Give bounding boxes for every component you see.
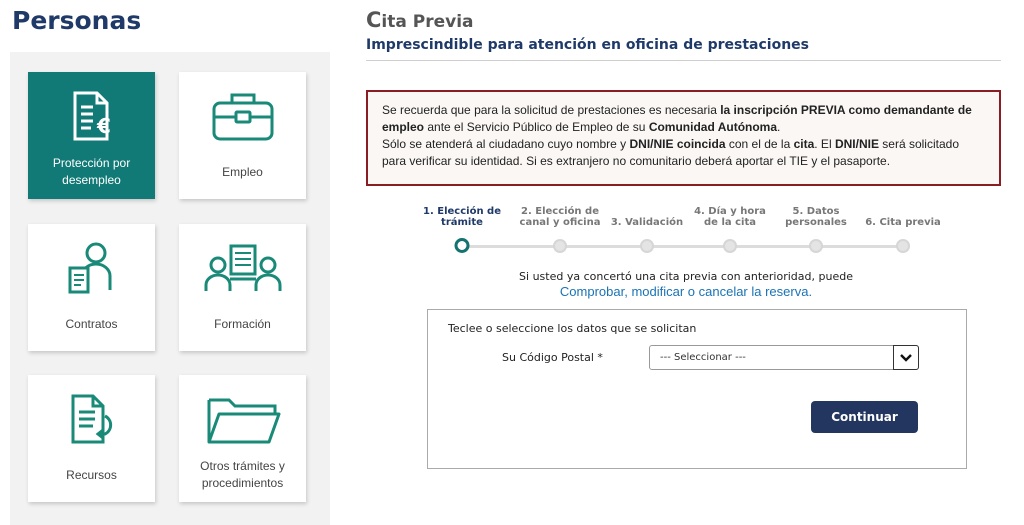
page-title: Cita Previa	[366, 8, 474, 32]
progress-stepper	[423, 206, 941, 256]
tile-recursos[interactable]	[28, 375, 155, 502]
divider	[366, 60, 1001, 61]
continue-button[interactable]: Continuar	[811, 401, 918, 433]
tile-proteccion-desempleo[interactable]	[28, 72, 155, 199]
tile-contratos[interactable]	[28, 224, 155, 351]
request-form	[427, 309, 967, 469]
step-2-label: 2. Elección de canal y oficina	[519, 206, 601, 228]
step-5-dot	[809, 239, 823, 253]
tile-formacion[interactable]	[179, 224, 306, 351]
step-6-label: 6. Cita previa	[865, 217, 941, 228]
step-4-dot	[723, 239, 737, 253]
postal-code-value: --- Seleccionar ---	[660, 352, 746, 363]
tile-otros-tramites[interactable]	[179, 375, 306, 502]
tile-label: Protección por desempleo	[52, 156, 131, 187]
step-2-dot	[553, 239, 567, 253]
stepper-track	[462, 245, 905, 248]
training-people-board-icon	[203, 238, 283, 298]
step-1-dot	[455, 238, 470, 253]
tile-empleo[interactable]	[179, 72, 306, 199]
briefcase-icon	[210, 86, 276, 146]
step-4-label: 4. Día y hora de la cita	[694, 206, 766, 228]
services-panel	[10, 52, 330, 525]
contract-person-icon	[62, 238, 122, 298]
tile-label: Contratos	[65, 316, 118, 331]
step-6-dot	[896, 239, 910, 253]
tile-label: Otros trámites y procedimientos	[200, 459, 285, 490]
folder-icon	[203, 389, 283, 449]
section-title: Personas	[12, 6, 142, 35]
previous-appointment-text: Si usted ya concertó una cita previa con anterioridad, puede	[519, 270, 853, 283]
step-5-label: 5. Datos personales	[785, 206, 847, 228]
step-1-label: 1. Elección de trámite	[423, 206, 501, 228]
postal-code-label: Su Código Postal *	[502, 351, 603, 364]
notice-box: Se recuerda que para la solicitud de prestaciones es necesaria la inscripción PREVIA como demandante de empleo ante el Servicio Público de Empleo de su Comunidad Autónoma. Sólo se atenderá al ciudadano cuyo nombre y DNI/NIE coincida con el de la cita. El DNI/NIE será solicitado para verificar su identidad. Si es extranjero no comunitario deberá aportar el TIE y el pasaporte.	[366, 90, 1001, 186]
tile-label: Empleo	[222, 164, 263, 179]
chevron-down-icon[interactable]	[893, 345, 919, 370]
step-3-label: 3. Validación	[610, 217, 684, 228]
step-3-dot	[640, 239, 654, 253]
manage-appointment-link[interactable]: Comprobar, modificar o cancelar la reserva.	[559, 284, 813, 299]
unemployment-document-euro-icon	[65, 86, 119, 146]
form-heading: Teclee o seleccione los datos que se solicitan	[448, 322, 697, 335]
svg-text:€: €	[96, 114, 111, 138]
page-subtitle: Imprescindible para atención en oficina de prestaciones	[366, 37, 809, 53]
tile-label: Formación	[214, 316, 271, 331]
appeal-document-arrow-icon	[65, 389, 119, 449]
tile-label: Recursos	[66, 467, 117, 482]
postal-code-select[interactable]	[649, 345, 919, 370]
